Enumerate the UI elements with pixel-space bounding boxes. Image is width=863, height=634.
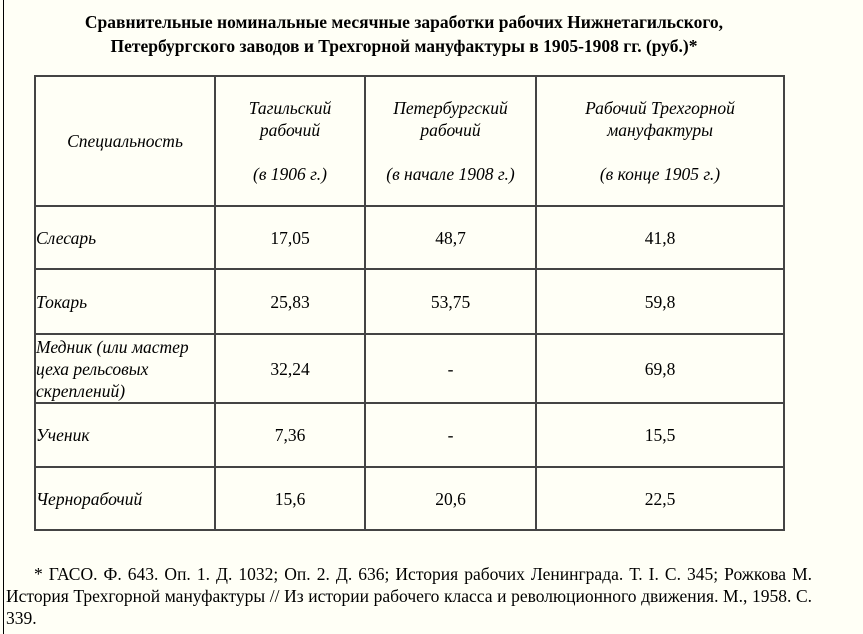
cell-specialty: Ученик — [35, 403, 215, 467]
header-trekhgorka-worker: Рабочий Трехгорной мануфактуры (в конце 1905 г.) — [536, 76, 784, 206]
header-tagil-worker: Тагильский рабочий (в 1906 г.) — [215, 76, 365, 206]
cell-trekhgorka: 41,8 — [536, 206, 784, 269]
table-title-line-1: Сравнительные номинальные месячные заработки рабочих Нижнетагильского, — [84, 12, 724, 32]
cell-tagil: 17,05 — [215, 206, 365, 269]
table-row — [35, 467, 784, 530]
cell-peterburg: 53,75 — [365, 269, 536, 334]
table-row — [35, 269, 784, 334]
cell-tagil: 25,83 — [215, 269, 365, 334]
cell-tagil: 15,6 — [215, 467, 365, 530]
table-header-row — [35, 76, 784, 206]
cell-trekhgorka: 69,8 — [536, 334, 784, 403]
table-row — [35, 334, 784, 403]
cell-tagil: 7,36 — [215, 403, 365, 467]
cell-peterburg: 20,6 — [365, 467, 536, 530]
cell-peterburg: - — [365, 403, 536, 467]
table-title-line-2: Петербургского заводов и Трехгорной мануфактуры в 1905-1908 гг. (руб.)* — [110, 36, 698, 56]
cell-peterburg: - — [365, 334, 536, 403]
cell-tagil: 32,24 — [215, 334, 365, 403]
table-title — [0, 10, 808, 58]
cell-specialty: Медник (или мастер цеха рельсовых скреплений) — [35, 334, 215, 403]
cell-specialty: Токарь — [35, 269, 215, 334]
cell-specialty: Слесарь — [35, 206, 215, 269]
cell-trekhgorka: 22,5 — [536, 467, 784, 530]
table-row — [35, 206, 784, 269]
cell-specialty: Чернорабочий — [35, 467, 215, 530]
header-peterburg-worker: Петербургский рабочий (в начале 1908 г.) — [365, 76, 536, 206]
wages-table — [34, 75, 785, 531]
page-left-border — [3, 0, 4, 634]
cell-trekhgorka: 59,8 — [536, 269, 784, 334]
source-footnote: * ГАСО. Ф. 643. Оп. 1. Д. 1032; Оп. 2. Д. 636; История рабочих Ленинграда. Т. I. С. 345; Рожкова М. История Трехгорной мануфактуры // Из истории рабочего класса и революционного движения. М., 1958. С. 339. — [6, 564, 812, 628]
header-specialty: Специальность — [35, 76, 215, 206]
cell-peterburg: 48,7 — [365, 206, 536, 269]
cell-trekhgorka: 15,5 — [536, 403, 784, 467]
table-row — [35, 403, 784, 467]
